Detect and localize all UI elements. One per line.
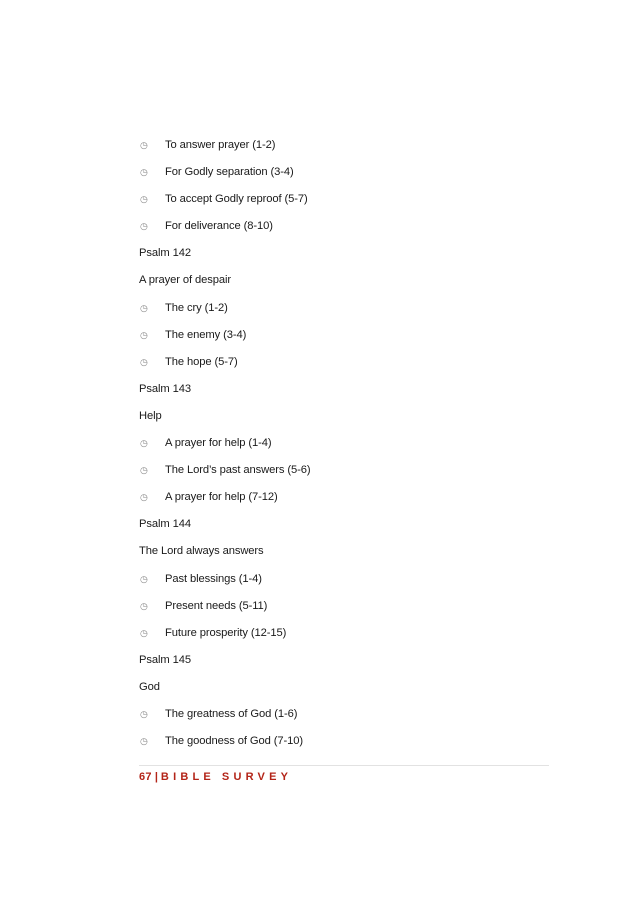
bullet-text: The greatness of God (1-6)	[165, 707, 298, 720]
footer-title-word1: BIBLE	[160, 771, 215, 783]
clock-icon: ◷	[140, 573, 148, 584]
bullet-item	[139, 572, 549, 599]
bullet-text: Present needs (5-11)	[165, 599, 268, 612]
bullet-item	[139, 490, 549, 517]
bullet-item	[139, 192, 549, 219]
bullet-text: For deliverance (8-10)	[165, 220, 273, 233]
bullet-item	[139, 626, 549, 653]
clock-icon: ◷	[140, 627, 148, 638]
page-number: 67	[139, 771, 152, 783]
section-heading: Psalm 144	[139, 518, 191, 531]
bullet-text: Future prosperity (12-15)	[165, 626, 287, 639]
section-heading: Psalm 143	[139, 382, 191, 395]
bullet-item	[139, 165, 549, 192]
bullet-text: To answer prayer (1-2)	[165, 139, 276, 151]
clock-icon: ◷	[140, 194, 148, 205]
outline-list	[139, 138, 549, 761]
bullet-text: A prayer for help (1-4)	[165, 437, 272, 450]
bullet-item	[139, 463, 549, 490]
bullet-item	[139, 599, 549, 626]
clock-icon: ◷	[140, 438, 148, 449]
section-heading: A prayer of despair	[139, 274, 232, 287]
section-heading: Psalm 145	[139, 653, 191, 666]
bullet-text: A prayer for help (7-12)	[165, 491, 278, 504]
bullet-item	[139, 138, 549, 165]
section-heading: Help	[139, 409, 162, 422]
footer-separator: |	[154, 771, 158, 783]
clock-icon: ◷	[140, 221, 148, 232]
section-heading: God	[139, 680, 160, 693]
bullet-text: The hope (5-7)	[165, 355, 238, 368]
clock-icon: ◷	[140, 492, 148, 503]
section-heading: The Lord always answers	[139, 545, 264, 558]
bullet-item	[139, 219, 549, 246]
clock-icon: ◷	[140, 302, 148, 313]
bullet-text: Past blessings (1-4)	[165, 572, 262, 585]
clock-icon: ◷	[140, 600, 148, 611]
clock-icon: ◷	[140, 465, 148, 476]
clock-icon: ◷	[140, 356, 148, 367]
clock-icon: ◷	[140, 708, 148, 719]
bullet-item	[139, 301, 549, 328]
bullet-text: The enemy (3-4)	[165, 328, 247, 341]
bullet-item	[139, 355, 549, 382]
bullet-text: The goodness of God (7-10)	[165, 735, 303, 748]
page-footer	[139, 765, 549, 783]
footer-title-word2: SURVEY	[221, 771, 293, 783]
clock-icon: ◷	[140, 736, 148, 747]
bullet-item	[139, 436, 549, 463]
bullet-text: The Lord’s past answers (5-6)	[165, 464, 311, 477]
bullet-item	[139, 707, 549, 734]
bullet-item	[139, 734, 549, 761]
bullet-item	[139, 328, 549, 355]
bullet-text: The cry (1-2)	[165, 301, 228, 314]
clock-icon: ◷	[140, 140, 148, 150]
section-heading: Psalm 142	[139, 247, 191, 260]
bullet-text: To accept Godly reproof (5-7)	[165, 193, 308, 206]
clock-icon: ◷	[140, 329, 148, 340]
bullet-text: For Godly separation (3-4)	[165, 166, 294, 179]
clock-icon: ◷	[140, 167, 148, 178]
